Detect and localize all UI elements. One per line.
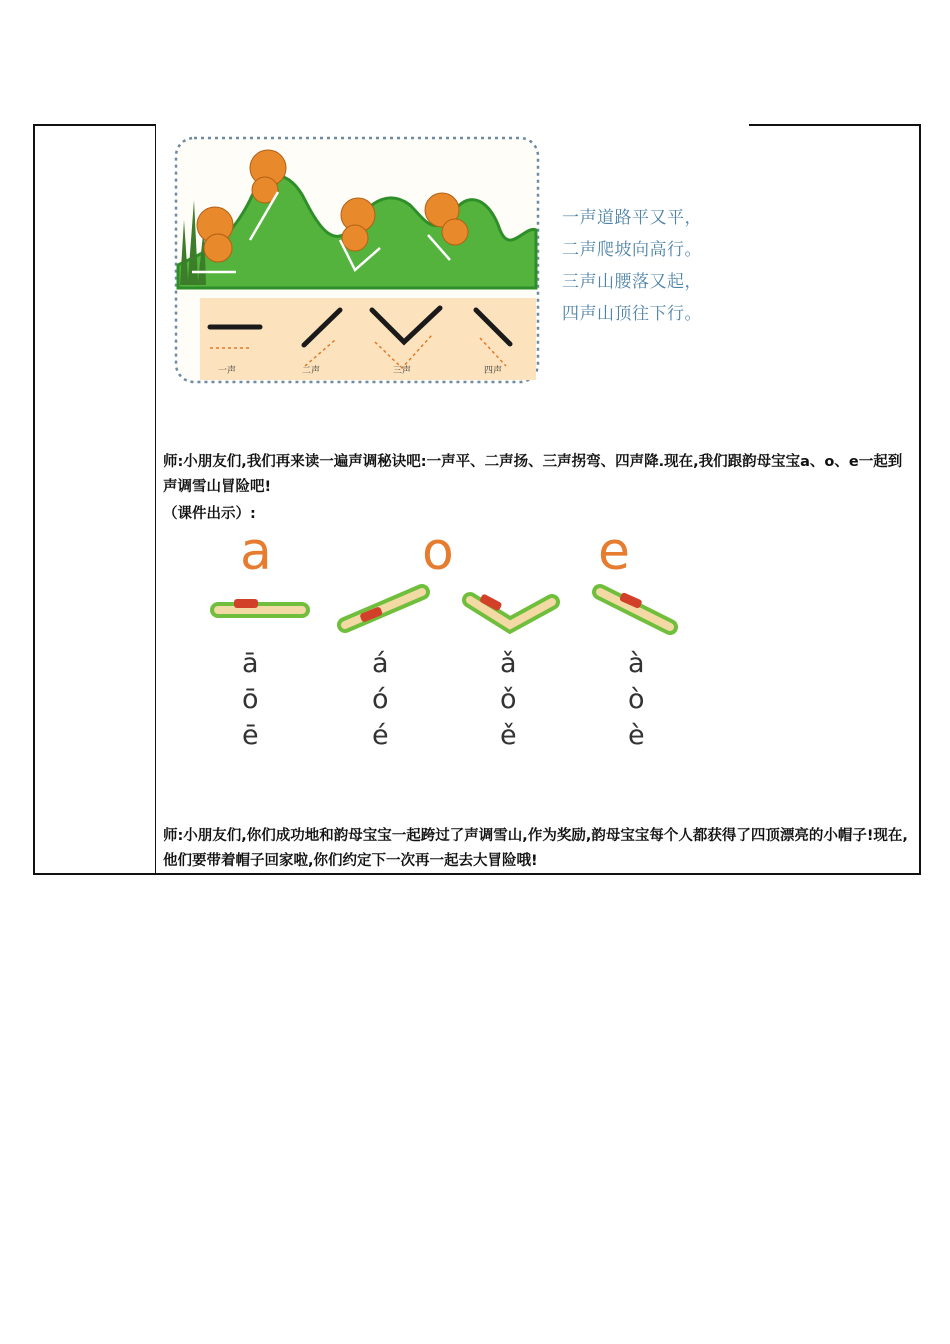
aoe-header-a: a bbox=[240, 522, 272, 582]
tone-letter: á bbox=[372, 648, 389, 679]
tone-letter: ǒ bbox=[500, 684, 517, 715]
aoe-header-e: e bbox=[598, 522, 630, 582]
aoe-header-o: o bbox=[422, 522, 454, 582]
tone-letter: ó bbox=[372, 684, 389, 715]
column-divider bbox=[155, 124, 156, 873]
aoe-tone-illustration bbox=[200, 522, 680, 755]
tone-letter: à bbox=[628, 648, 645, 679]
tone-label-2: 二声 bbox=[302, 366, 321, 376]
tone-label-1: 一声 bbox=[218, 366, 237, 376]
table-top-border-left bbox=[35, 124, 155, 126]
tone-letter: é bbox=[372, 720, 389, 751]
tone-poem-line: 二声爬坡向高行。 bbox=[562, 240, 702, 260]
tone-label-3: 三声 bbox=[393, 366, 412, 376]
tone-poem-line: 三声山腰落又起， bbox=[562, 272, 702, 292]
tone-poem bbox=[562, 202, 732, 330]
table-top-border-right bbox=[749, 124, 919, 126]
tone-letter: ò bbox=[628, 684, 645, 715]
teacher-paragraph-2: 师:小朋友们,你们成功地和韵母宝宝一起跨过了声调雪山,作为奖励,韵母宝宝每个人都获得了四顶漂亮的小帽子!现在,他们要带着帽子回家啦,你们约定下一次再一起去大冒险哦! bbox=[163, 828, 908, 869]
tone-letter: ō bbox=[242, 684, 259, 715]
tone-letter: è bbox=[628, 720, 645, 751]
tone-label-4: 四声 bbox=[484, 366, 503, 376]
tone-letter: ā bbox=[242, 648, 259, 679]
tone-letter: ē bbox=[242, 720, 259, 751]
courseware-note: （课件出示）: bbox=[163, 506, 256, 522]
tone-poem-line: 四声山顶往下行。 bbox=[562, 304, 702, 324]
teacher-paragraph-1: 师:小朋友们,我们再来读一遍声调秘诀吧:一声平、二声扬、三声拐弯、四声降.现在,我们跟韵母宝宝a、o、e一起到声调雪山冒险吧! bbox=[163, 454, 903, 495]
tone-poem-line: 一声道路平又平， bbox=[562, 208, 702, 228]
tone-letter: ě bbox=[500, 720, 517, 751]
tone-letter: ǎ bbox=[500, 648, 517, 679]
